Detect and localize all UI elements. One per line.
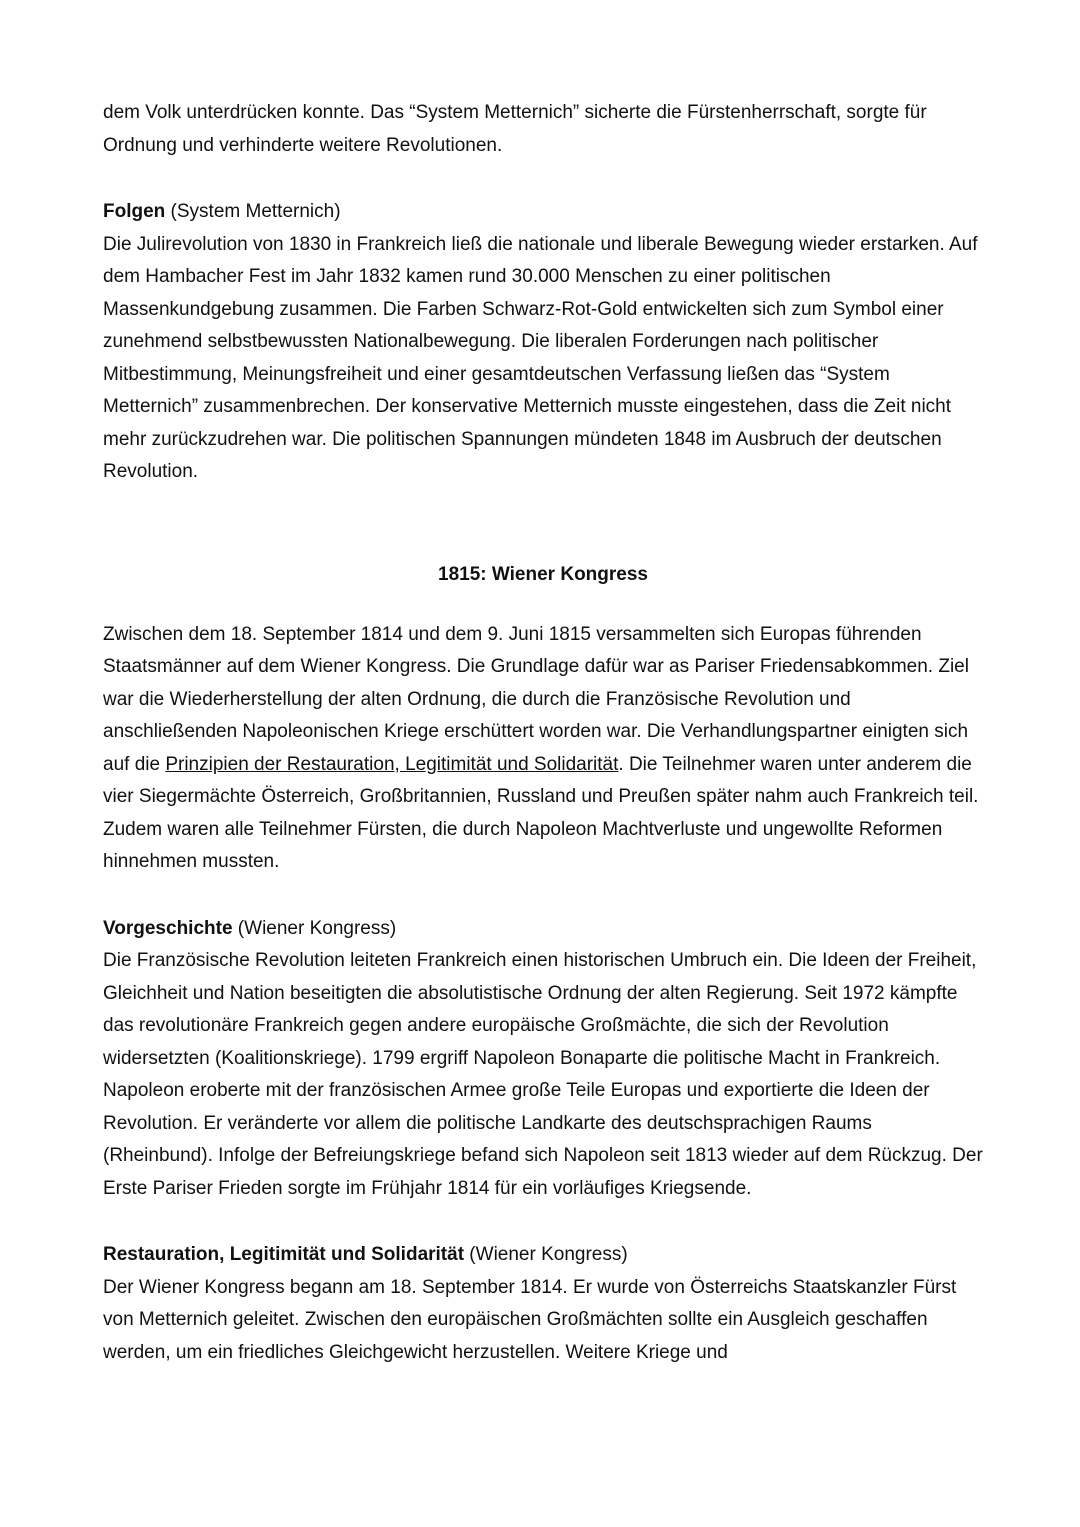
kongress-paragraph	[103, 619, 983, 879]
vorgeschichte-heading: Vorgeschichte	[103, 917, 233, 939]
prinzipien-link[interactable]: Prinzipien der Restauration, Legitimität und Solidarität	[165, 753, 619, 775]
vorgeschichte-heading-line	[103, 913, 983, 946]
folgen-heading-line	[103, 196, 983, 229]
kongress-text-1: Zwischen dem 18. September 1814 und dem 9. Juni 1815 versammelten sich Europas führenden Staatsmänner auf dem Wiener Kongress. Die Grundlage dafür war as Pariser Friedensabkommen. Ziel war die Wiederherstellung der alten Ordnung, die durch die Französische Revolution und anschließenden Napoleonischen Kriege erschüttert worden war. Die Verhandlungspartner einigten sich auf die	[103, 623, 969, 775]
restauration-heading: Restauration, Legitimität und Solidarität	[103, 1244, 465, 1265]
document-page	[103, 97, 983, 1369]
restauration-context: (Wiener Kongress)	[464, 1244, 628, 1265]
folgen-context: (System Metternich)	[165, 201, 341, 222]
restauration-paragraph: Der Wiener Kongress begann am 18. September 1814. Er wurde von Österreichs Staatskanzler Fürst von Metternich geleitet. Zwischen den europäischen Großmächten sollte ein Ausgleich geschaffen werden, um ein friedliches Gleichgewicht herzustellen. Weitere Kriege und	[103, 1276, 957, 1363]
restauration-heading-line	[103, 1239, 983, 1272]
vorgeschichte-paragraph: Die Französische Revolution leiteten Frankreich einen historischen Umbruch ein. Die Ideen der Freiheit, Gleichheit und Nation beseitigten die absolutistische Ordnung der alten Regierung. Seit 1972 kämpfte das revolutionäre Frankreich gegen andere europäische Großmächte, die sich der Revolution widersetzten (Koalitionskriege). 1799 ergriff Napoleon Bonaparte die politische Macht in Frankreich. Napoleon eroberte mit der französischen Armee große Teile Europas und exportierte die Ideen der Revolution. Er veränderte vor allem die politische Landkarte des deutschsprachigen Raums (Rheinbund). Infolge der Befreiungskriege befand sich Napoleon seit 1813 wieder auf dem Rückzug. Der Erste Pariser Frieden sorgte im Frühjahr 1814 für ein vorläufiges Kriegsende.	[103, 950, 983, 1199]
kongress-text-2: . Die Teilnehmer waren unter anderem die vier Siegermächte Österreich, Großbritannien, Russland und Preußen später nahm auch Frankreich teil. Zudem waren alle Teilnehmer Fürsten, die durch Napoleon Machtverluste und ungewollte Reformen hinnehmen mussten.	[103, 753, 979, 872]
vorgeschichte-context: (Wiener Kongress)	[232, 917, 397, 939]
folgen-paragraph: Die Julirevolution von 1830 in Frankreich ließ die nationale und liberale Bewegung wieder erstarken. Auf dem Hambacher Fest im Jahr 1832 kamen rund 30.000 Menschen zu einer politischen Massenkundgebung zusammen. Die Farben Schwarz-Rot-Gold entwickelten sich zum Symbol einer zunehmend selbstbewussten Nationalbewegung. Die liberalen Forderungen nach politischer Mitbestimmung, Meinungsfreiheit und einer gesamtdeutschen Verfassung ließen das “System Metternich” zusammenbrechen. Der konservative Metternich musste eingestehen, dass die Zeit nicht mehr zurückzudrehen war. Die politischen Spannungen mündeten 1848 im Ausbruch der deutschen Revolution.	[103, 233, 978, 482]
intro-paragraph: dem Volk unterdrücken konnte. Das “System Metternich” sicherte die Fürstenherrschaft, sorgte für Ordnung und verhinderte weitere Revolutionen.	[103, 102, 927, 156]
kongress-title: 1815: Wiener Kongress	[438, 563, 648, 585]
folgen-heading: Folgen	[103, 201, 166, 222]
